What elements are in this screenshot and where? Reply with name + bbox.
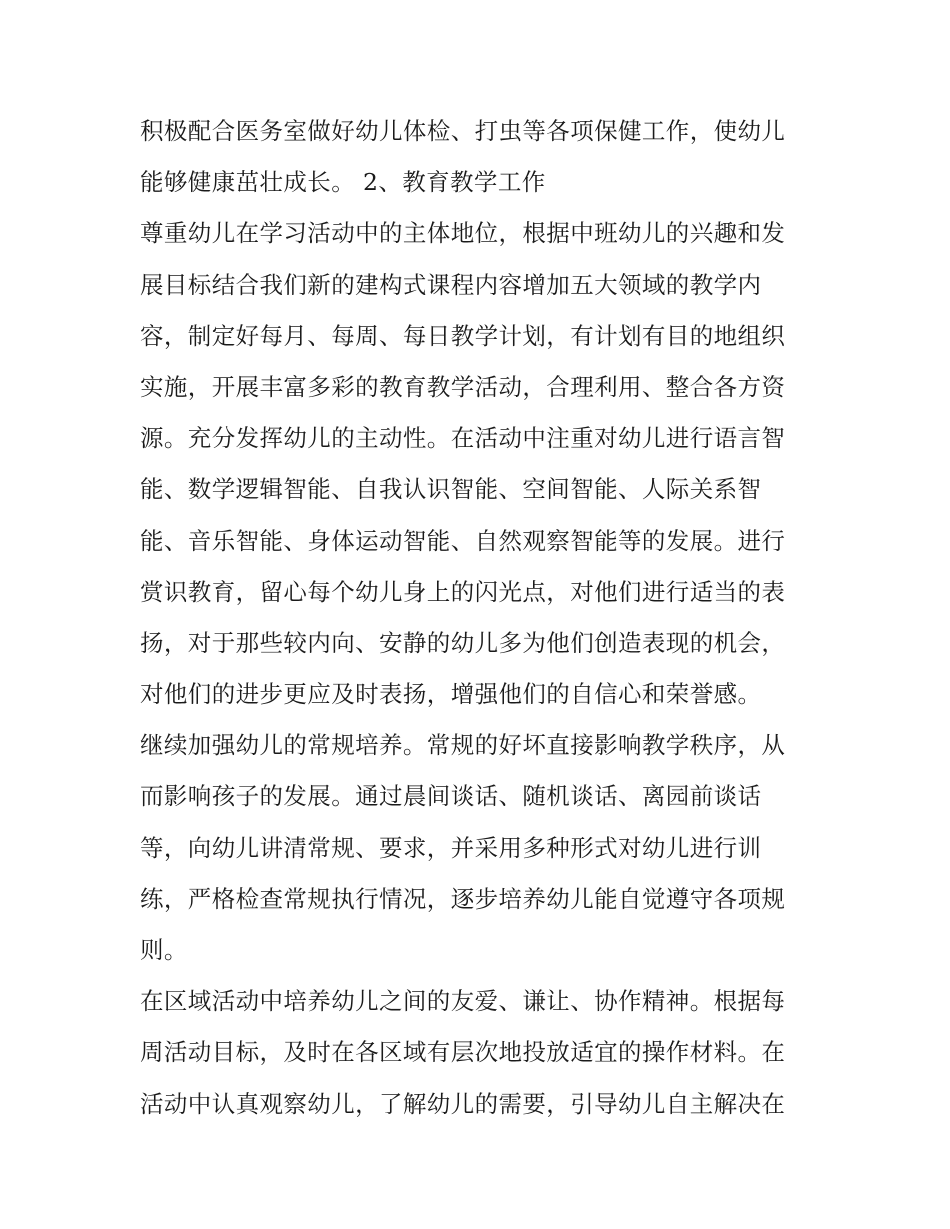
document-body	[140, 106, 820, 1130]
text-line: 对他们的进步更应及时表扬，增强他们的自信心和荣誉感。	[140, 680, 762, 709]
text-line: 练，严格检查常规执行情况，逐步培养幼儿能自觉遵守各项规	[140, 884, 786, 913]
text-line: 活动中认真观察幼儿，了解幼儿的需要，引导幼儿自主解决在	[140, 1089, 786, 1118]
text-line: 继续加强幼儿的常规培养。常规的好坏直接影响教学秩序，从	[140, 731, 786, 760]
text-line: 尊重幼儿在学习活动中的主体地位，根据中班幼儿的兴趣和发	[140, 219, 786, 248]
text-line: 在区域活动中培养幼儿之间的友爱、谦让、协作精神。根据每	[140, 987, 786, 1016]
text-line: 扬，对于那些较内向、安静的幼儿多为他们创造表现的机会，	[140, 628, 786, 657]
text-line: 积极配合医务室做好幼儿体检、打虫等各项保健工作，使幼儿	[140, 117, 786, 145]
text-line: 则。	[140, 936, 188, 964]
text-line: 能够健康茁壮成长。 2、教育教学工作	[140, 168, 546, 197]
text-line: 实施，开展丰富多彩的教育教学活动，合理利用、整合各方资	[140, 372, 786, 401]
text-line: 等，向幼儿讲清常规、要求，并采用多种形式对幼儿进行训	[140, 833, 762, 862]
text-line: 源。充分发挥幼儿的主动性。在活动中注重对幼儿进行语言智	[140, 424, 786, 453]
text-line: 展目标结合我们新的建构式课程内容增加五大领域的教学内	[140, 270, 762, 299]
text-line: 周活动目标，及时在各区域有层次地投放适宜的操作材料。在	[140, 1038, 786, 1067]
text-line: 赏识教育，留心每个幼儿身上的闪光点，对他们进行适当的表	[140, 577, 786, 606]
text-line: 能、数学逻辑智能、自我认识智能、空间智能、人际关系智	[140, 475, 762, 504]
text-line: 而影响孩子的发展。通过晨间谈话、随机谈话、离园前谈话	[140, 782, 762, 811]
text-line: 能、音乐智能、身体运动智能、自然观察智能等的发展。进行	[140, 526, 786, 555]
text-line: 容，制定好每月、每周、每日教学计划，有计划有目的地组织	[140, 321, 786, 350]
